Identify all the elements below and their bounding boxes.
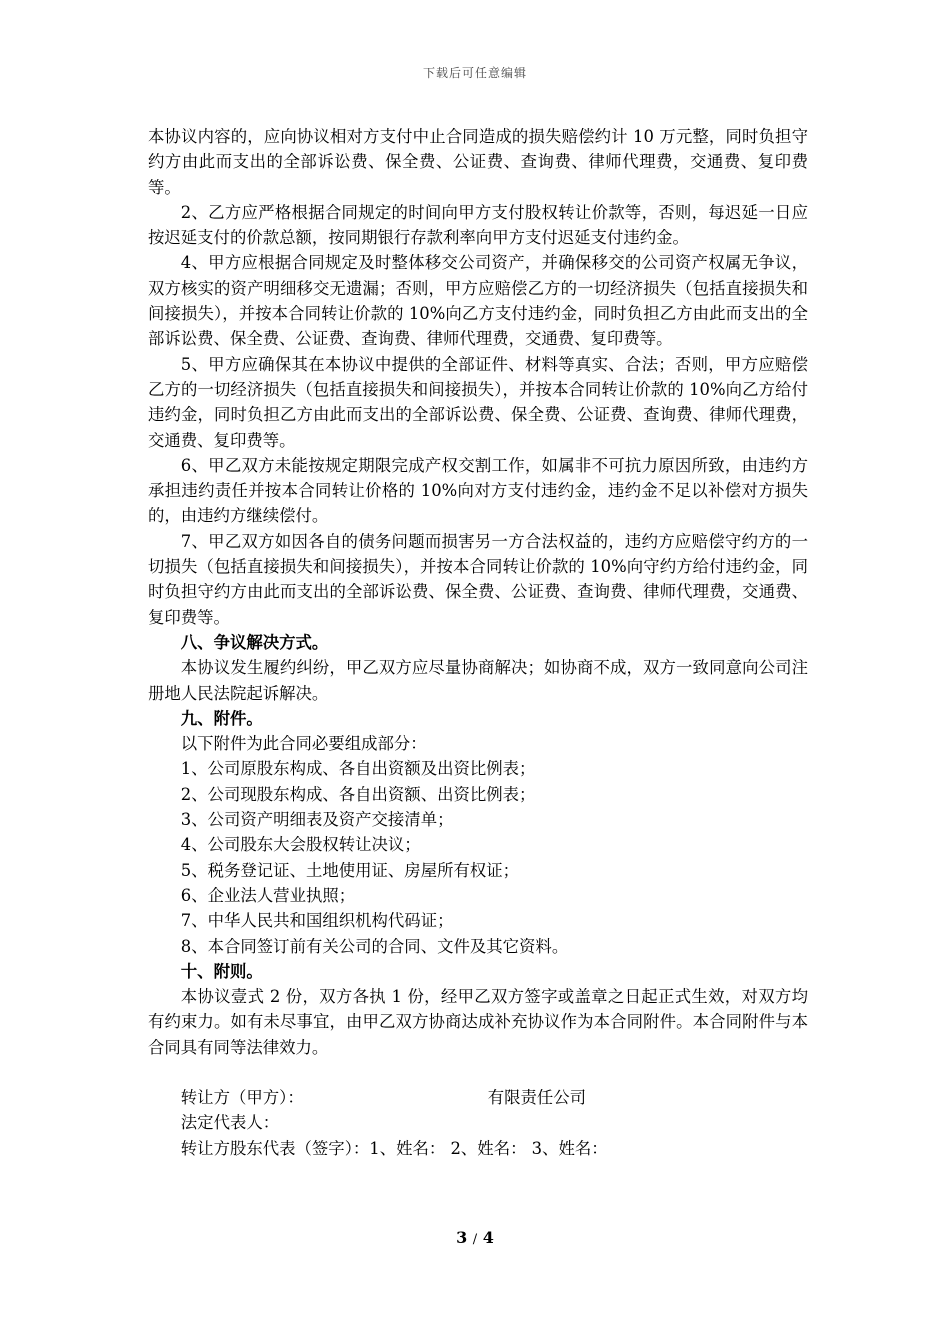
- list-item: 6、企业法人营业执照；: [180, 885, 356, 905]
- page-separator: /: [472, 1232, 478, 1247]
- paragraph: 4、甲方应根据合同规定及时整体移交公司资产，并确保移交的公司资产权属无争议，双方核实的资产明细移交无遗漏；否则，甲方应赔偿乙方的一切经济损失（包括直接损失和间接损失），并按本合同转让价款的 10%向乙方支付违约金，同时负担乙方由此而支出的全部诉讼费、保全费、公证费、查询费、律师代理费，交通费、复印费等。: [148, 253, 808, 349]
- paragraph: 本协议壹式 2 份，双方各执 1 份，经甲乙双方签字或盖章之日起正式生效，对双方均有约束力。如有未尽事宜，由甲乙双方协商达成补充协议作为本合同附件。本合同附件与本合同具有同等法律效力。: [148, 987, 808, 1057]
- transferor-label: 转让方（甲方）：: [180, 1087, 304, 1107]
- list-item: 7、中华人民共和国组织机构代码证；: [180, 911, 454, 931]
- paragraph: 6、甲乙双方未能按规定期限完成产权交割工作，如属非不可抗力原因所致，由违约方承担违约责任并按本合同转让价格的 10%向对方支付违约金，违约金不足以补偿对方损失的，由违约方继续偿付。: [148, 455, 808, 526]
- paragraph: 本协议内容的，应向协议相对方支付中止合同造成的损失赔偿约计 10 万元整，同时负担守约方由此而支出的全部诉讼费、保全费、公证费、查询费、律师代理费，交通费、复印费等。: [148, 127, 808, 197]
- paragraph: 7、甲乙双方如因各自的债务问题而损害另一方合法权益的，违约方应赔偿守约方的一切损失（包括直接损失和间接损失），并按本合同转让价款的 10%向守约方给付违约金，同时负担守约方由此而支出的全部诉讼费、保全费、公证费、查询费、律师代理费，交通费、复印费等。: [148, 531, 808, 627]
- legal-rep-line: 法定代表人：: [180, 1113, 280, 1133]
- section-heading: 九、附件。: [180, 708, 263, 728]
- transferor-line: [148, 1085, 808, 1110]
- list-item: 3、公司资产明细表及资产交接清单；: [180, 810, 454, 830]
- page-number: [0, 1228, 950, 1247]
- page-total: 4: [482, 1228, 494, 1247]
- list-item: 8、本合同签订前有关公司的合同、文件及其它资料。: [180, 936, 569, 956]
- document-body: [148, 124, 808, 1161]
- list-item: 1、公司原股东构成、各自出资额及出资比例表；: [180, 759, 536, 779]
- page-current: 3: [456, 1228, 468, 1247]
- list-item: 2、公司现股东构成、各自出资额、出资比例表；: [180, 784, 536, 804]
- page-header: 下载后可任意编辑: [422, 66, 527, 80]
- company-suffix: 有限责任公司: [487, 1087, 587, 1107]
- section-heading: 八、争议解决方式。: [180, 632, 329, 652]
- list-item: 5、税务登记证、土地使用证、房屋所有权证；: [180, 860, 520, 880]
- paragraph: 本协议发生履约纠纷，甲乙双方应尽量协商解决；如协商不成，双方一致同意向公司注册地人民法院起诉解决。: [148, 658, 808, 703]
- list-item: 以下附件为此合同必要组成部分：: [180, 734, 427, 754]
- signature-block: [148, 1085, 808, 1161]
- paragraph: 5、甲方应确保其在本协议中提供的全部证件、材料等真实、合法；否则，甲方应赔偿乙方的一切经济损失（包括直接损失和间接损失），并按本合同转让价款的 10%向乙方给付违约金，同时负担乙方由此而支出的全部诉讼费、保全费、公证费、查询费、律师代理费，交通费、复印费等。: [148, 354, 808, 450]
- list-item: 4、公司股东大会股权转让决议；: [180, 835, 421, 855]
- paragraph: 2、乙方应严格根据合同规定的时间向甲方支付股权转让价款等，否则，每迟延一日应按迟延支付的价款总额，按同期银行存款利率向甲方支付迟延支付违约金。: [148, 202, 808, 248]
- shareholder-rep-line: 转让方股东代表（签字）：1、姓名： 2、姓名： 3、姓名：: [180, 1138, 608, 1158]
- section-heading: 十、附则。: [180, 961, 263, 981]
